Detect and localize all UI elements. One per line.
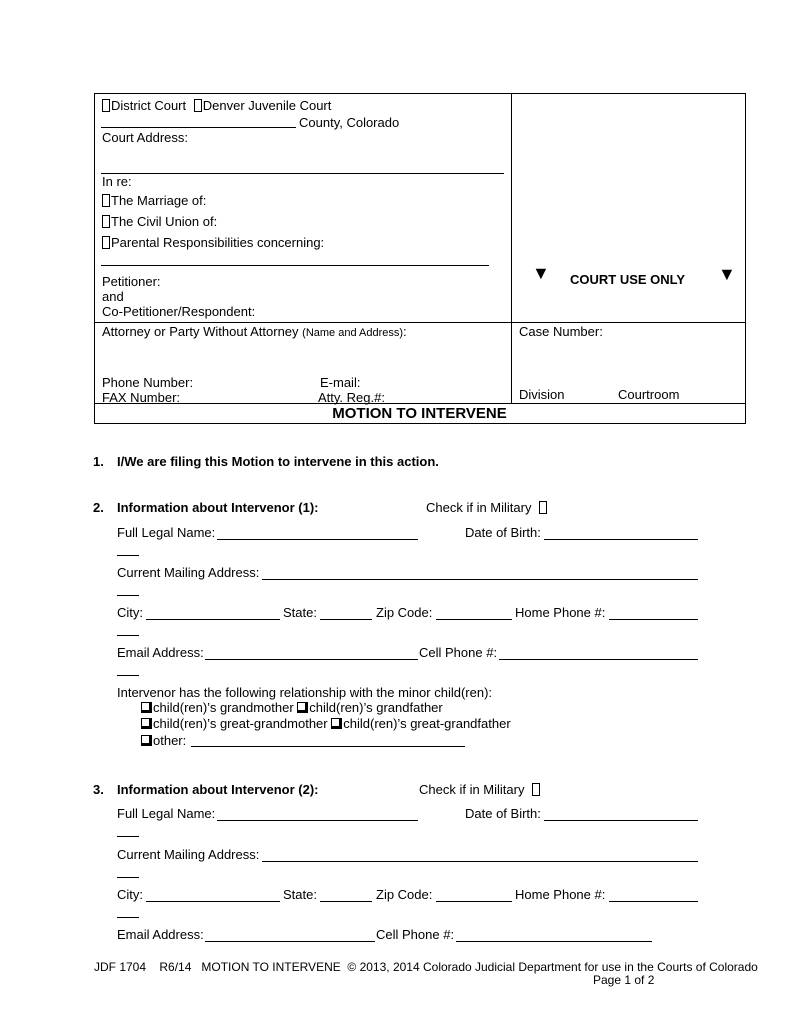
intervenor1-cell-blank[interactable]	[499, 659, 698, 660]
intervenor2-home-phone-blank[interactable]	[609, 901, 698, 902]
and-label: and	[102, 289, 124, 304]
intervenor2-mailing-label: Current Mailing Address:	[117, 847, 260, 862]
page-title: MOTION TO INTERVENE	[332, 405, 507, 422]
parties-blank[interactable]	[101, 265, 489, 266]
intervenor1-state-label: State:	[283, 605, 317, 620]
fax-label: FAX Number:	[102, 390, 181, 405]
intervenor2-mailing-blank[interactable]	[262, 861, 698, 862]
intervenor1-zip-blank[interactable]	[436, 619, 512, 620]
atty-reg-label: Atty. Reg.#:	[318, 390, 385, 405]
intervenor2-state-label: State:	[283, 887, 317, 902]
intervenor2-cell-blank[interactable]	[456, 941, 652, 942]
other-checkbox[interactable]	[141, 735, 152, 746]
court-address-label: Court Address:	[102, 130, 188, 145]
intervenor1-mailing-label: Current Mailing Address:	[117, 565, 260, 580]
attorney-label: Attorney or Party Without Attorney	[102, 324, 299, 339]
intervenor1-wrap-blank	[117, 595, 139, 596]
intervenor1-mailing-blank[interactable]	[262, 579, 698, 580]
intervenor1-wrap-blank	[117, 635, 139, 636]
case-number-label: Case Number:	[519, 324, 603, 339]
grandfather-checkbox[interactable]	[297, 702, 308, 713]
intervenor1-cell-label: Cell Phone #:	[419, 645, 498, 660]
intervenor2-home-phone-label: Home Phone #:	[515, 887, 606, 902]
intervenor1-military-label: Check if in Military	[426, 500, 532, 515]
court-options-row	[102, 98, 331, 113]
intervenor2-dob-label: Date of Birth:	[465, 806, 541, 821]
petitioner-label: Petitioner:	[102, 274, 161, 289]
parental-responsibilities-checkbox[interactable]	[102, 236, 110, 249]
intervenor1-city-label: City:	[117, 605, 143, 620]
footer-form-info: JDF 1704 R6/14 MOTION TO INTERVENE © 2013, 2014 Colorado Judicial Department for use in the Courts of Colorado	[94, 960, 758, 974]
intervenor1-home-phone-blank[interactable]	[609, 619, 698, 620]
other-relationship-blank[interactable]	[191, 746, 465, 747]
attorney-colon: :	[403, 324, 407, 339]
civil-union-row	[102, 214, 217, 229]
intervenor2-state-blank[interactable]	[320, 901, 372, 902]
great-grandfather-checkbox[interactable]	[331, 718, 342, 729]
intervenor2-wrap-blank	[117, 877, 139, 878]
civil-union-label: The Civil Union of:	[111, 214, 218, 229]
civil-union-checkbox[interactable]	[102, 215, 110, 228]
denver-juvenile-court-checkbox[interactable]	[194, 99, 202, 112]
parental-responsibilities-row	[102, 235, 324, 250]
denver-juvenile-court-label: Denver Juvenile Court	[202, 98, 332, 113]
court-use-only-label: COURT USE ONLY	[570, 272, 686, 287]
co-petitioner-label: Co-Petitioner/Respondent:	[102, 304, 256, 319]
down-triangle-icon: ▼	[718, 264, 736, 284]
great-grandmother-label: child(ren)’s great-grandmother	[153, 716, 328, 731]
item1-text: I/We are filing this Motion to intervene in this action.	[117, 454, 439, 469]
caption-divider-attorney	[94, 322, 745, 323]
attorney-email-label: E-mail:	[320, 375, 361, 390]
caption-divider-title	[94, 403, 745, 404]
district-court-checkbox[interactable]	[102, 99, 110, 112]
relationship-row-1	[141, 700, 443, 715]
intervenor1-state-blank[interactable]	[320, 619, 372, 620]
relationship-intro: Intervenor has the following relationship with the minor child(ren):	[117, 685, 493, 700]
intervenor2-wrap-blank	[117, 836, 139, 837]
intervenor2-city-blank[interactable]	[146, 901, 280, 902]
division-label: Division	[519, 387, 565, 402]
great-grandfather-label: child(ren)’s great-grandfather	[343, 716, 511, 731]
down-triangle-icon: ▼	[532, 263, 550, 283]
marriage-label: The Marriage of:	[111, 193, 207, 208]
intervenor1-military-checkbox[interactable]	[539, 500, 548, 515]
intervenor2-military-checkbox[interactable]	[532, 782, 541, 797]
parental-responsibilities-label: Parental Responsibilities concerning:	[111, 235, 325, 250]
intervenor1-dob-label: Date of Birth:	[465, 525, 541, 540]
grandfather-label: child(ren)’s grandfather	[309, 700, 443, 715]
phone-label: Phone Number:	[102, 375, 194, 390]
intervenor2-full-name-blank[interactable]	[217, 820, 418, 821]
intervenor2-number: 3.	[93, 782, 104, 797]
intervenor2-zip-label: Zip Code:	[376, 887, 433, 902]
relationship-row-2	[141, 716, 511, 731]
intervenor2-zip-blank[interactable]	[436, 901, 512, 902]
intervenor1-number: 2.	[93, 500, 104, 515]
relationship-row-3	[141, 733, 186, 748]
intervenor1-wrap-blank	[117, 555, 139, 556]
intervenor2-email-label: Email Address:	[117, 927, 204, 942]
intervenor2-dob-blank[interactable]	[544, 820, 698, 821]
intervenor2-wrap-blank	[117, 917, 139, 918]
intervenor2-heading: Information about Intervenor (2):	[117, 782, 319, 797]
item1-number: 1.	[93, 454, 104, 469]
attorney-small-label: (Name and Address)	[302, 327, 404, 339]
in-re-label: In re:	[102, 174, 132, 189]
marriage-row	[102, 193, 206, 208]
intervenor1-city-blank[interactable]	[146, 619, 280, 620]
intervenor1-full-name-blank[interactable]	[217, 539, 418, 540]
caption-vertical-divider	[511, 93, 512, 404]
courtroom-label: Courtroom	[618, 387, 680, 402]
county-blank[interactable]	[101, 127, 296, 128]
court-address-blank[interactable]	[101, 173, 504, 174]
intervenor1-dob-blank[interactable]	[544, 539, 698, 540]
footer-page-number: Page 1 of 2	[593, 973, 655, 987]
intervenor1-full-name-label: Full Legal Name:	[117, 525, 216, 540]
intervenor2-full-name-label: Full Legal Name:	[117, 806, 216, 821]
grandmother-label: child(ren)’s grandmother	[153, 700, 294, 715]
intervenor2-cell-label: Cell Phone #:	[376, 927, 455, 942]
intervenor2-military-label: Check if in Military	[419, 782, 525, 797]
county-label: County, Colorado	[299, 115, 400, 130]
intervenor1-heading: Information about Intervenor (1):	[117, 500, 319, 515]
district-court-label: District Court	[111, 98, 187, 113]
marriage-checkbox[interactable]	[102, 194, 110, 207]
attorney-label-row	[102, 324, 407, 339]
intervenor1-email-label: Email Address:	[117, 645, 204, 660]
intervenor1-zip-label: Zip Code:	[376, 605, 433, 620]
intervenor1-email-blank[interactable]	[205, 659, 418, 660]
intervenor2-email-blank[interactable]	[205, 941, 375, 942]
intervenor1-home-phone-label: Home Phone #:	[515, 605, 606, 620]
intervenor2-city-label: City:	[117, 887, 143, 902]
great-grandmother-checkbox[interactable]	[141, 718, 152, 729]
other-label: other:	[153, 733, 187, 748]
intervenor1-wrap-blank	[117, 675, 139, 676]
grandmother-checkbox[interactable]	[141, 702, 152, 713]
